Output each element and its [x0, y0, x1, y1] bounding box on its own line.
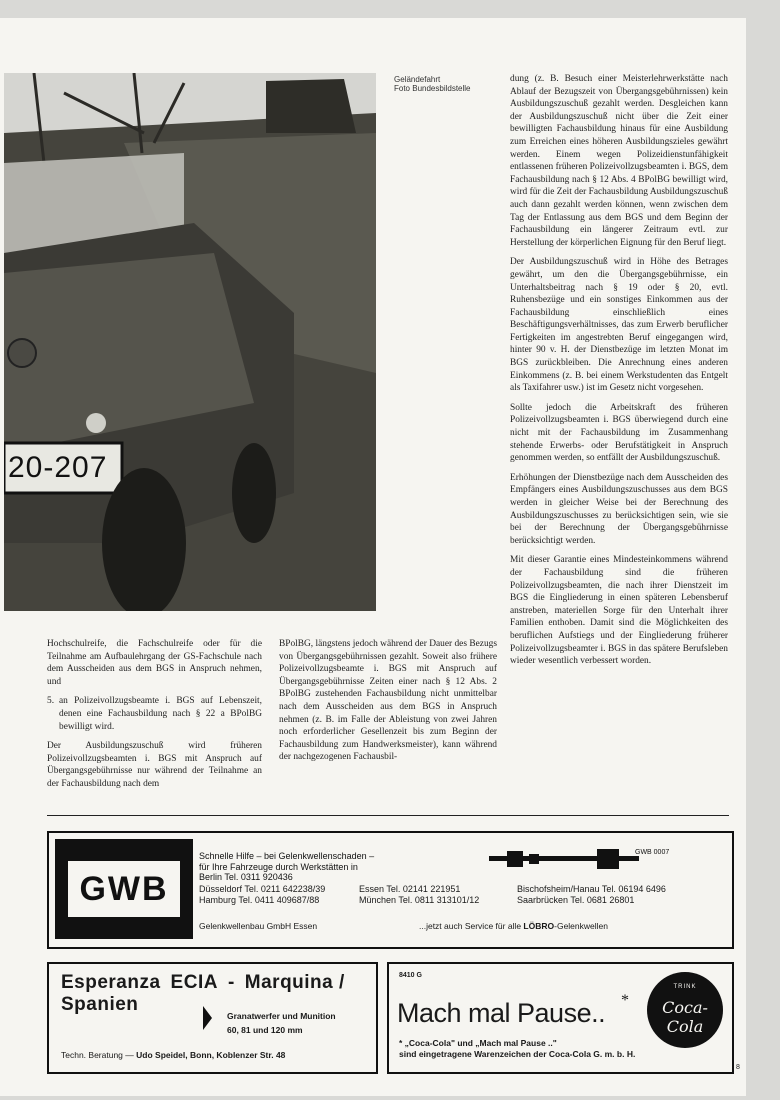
coca-cola-advertisement	[387, 962, 734, 1074]
cc-trademark-note	[399, 1038, 635, 1059]
esperanza-advertisement	[47, 962, 378, 1074]
page-number: 8	[736, 1064, 740, 1071]
gwb-advertisement	[47, 831, 734, 949]
loebro-brand: LÖBRO	[523, 921, 555, 931]
city-phone: Düsseldorf Tel. 0211 642238/39	[199, 884, 326, 894]
note-line: * „Coca-Cola" und „Mach mal Pause .."	[399, 1038, 557, 1048]
gwb-logo-plate	[68, 861, 180, 917]
note-line: sind eingetragene Warenzeichen der Coca-Cola G. m. b. H.	[399, 1048, 636, 1059]
paragraph: Hochschulreife, die Fachschulreife oder für die Teilnahme am Aufbaulehrgang der GS-Fachschule nach dem Ausscheiden aus dem BGS in Anspruch nehmen, und	[47, 639, 262, 687]
license-plate: 20-207	[8, 451, 108, 484]
divider	[47, 815, 729, 816]
caption-title: Geländefahrt	[394, 75, 441, 84]
magazine-page	[0, 18, 746, 1096]
gwb-logo	[55, 839, 193, 939]
title-part: ECIA	[170, 972, 218, 993]
photo-illustration	[4, 73, 376, 611]
paragraph: Der Ausbildungszuschuß wird früheren Polizeivollzugsbeamten i. BGS mit Anspruch auf Übergangsgebührnisse nur während der Teilnahme an der Fachausbildung nach dem	[47, 741, 262, 789]
gwb-company: Gelenkwellenbau GmbH Essen	[199, 921, 318, 931]
gwb-line: Schnelle Hilfe – bei Gelenkwellenschaden –	[199, 851, 375, 861]
contact-text: Techn. Beratung —	[61, 1050, 137, 1060]
gwb-line: für Ihre Fahrzeuge durch Werkstätten in	[199, 861, 358, 872]
title-part: Esperanza	[61, 972, 161, 993]
product-line: Granatwerfer und Munition	[227, 1011, 336, 1021]
service-text: ...jetzt auch Service für alle	[419, 921, 524, 931]
city-phone: Bischofsheim/Hanau Tel. 06194 6496	[517, 884, 666, 894]
logo-brand-text: Coca-Cola	[662, 998, 708, 1036]
title-part: Marquina / Spanien	[61, 972, 345, 1015]
gwb-logo-text: GWB	[79, 869, 169, 908]
city-phone: Hamburg Tel. 0411 409687/88	[199, 895, 320, 905]
cc-ad-code: 8410 G	[399, 972, 422, 979]
service-text: -Gelenkwellen	[554, 921, 608, 931]
contact-name: Udo Speidel	[136, 1050, 186, 1060]
paragraph: dung (z. B. Besuch einer Meisterlehrwerkstätte nach Ablauf der Bezugszeit von Übergangsgebührnissen) kein Ausbildungszuschuß gezahlt werden. Desgleichen kann der Ausbildungszuschuß nicht über die Zeit einer bewilligten Fachausbildung hinaus für eine Ausbildung zum Erreichen eines höheren Ausbildungszieles gewährt werden. Einem wegen Polizeidienstunfähigkeit entlassenen früheren Polizeivollzugsbeamten i. BGS, dem Fachausbildung nach § 12 Abs. 4 BPolBG bewilligt wird, wird für die Zeit der Fachausbildung Ausbildungszuschuß auch dann gezahlt werden können, wenn zwischen dem Tag der Entlassung aus dem BGS und dem Beginn der Fachausbildung ein längerer Zeitraum evtl. zur Herstellung der körperlichen Eignung für den Beruf liegt.	[510, 74, 728, 248]
gwb-headline	[199, 851, 374, 883]
right-text-column	[510, 73, 728, 675]
esperanza-contact	[61, 1050, 285, 1060]
paragraph: BPolBG, längstens jedoch während der Dauer des Bezugs von Übergangsgebührnissen gezahlt. Soweit also frühere Polizeivollzugsbeamte i. BGS mit Anspruch auf Übergangsgebührnisse Zeiten einer nach § 12 Abs. 2 BPolBG zustehenden Fachausbildung nicht unmittelbar nach dem Ausscheiden aus dem BGS in Anspruch nehmen (z. B. im Falle der Ableistung von zwei Jahren noch erforderlicher Gesellenzeit bis zum Beginn der Fachausbildung zum Handwerksmeister), kann während der nachgezogenen Fachausbil-	[279, 639, 497, 763]
product-line: 60, 81 und 120 mm	[227, 1025, 303, 1035]
middle-text-column	[279, 638, 497, 771]
city-phone: Saarbrücken Tel. 0681 26801	[517, 895, 635, 905]
gwb-ad-code: GWB 0007	[635, 849, 670, 856]
city-phone: Essen Tel. 02141 221951	[359, 884, 461, 894]
contact-address: , Bonn, Koblenzer Str. 48	[185, 1050, 286, 1060]
driveshaft-icon	[489, 845, 639, 873]
photo-caption	[394, 75, 486, 93]
asterisk-mark: *	[621, 992, 629, 1009]
jeep-photo	[4, 73, 376, 611]
caption-credit: Foto Bundesbildstelle	[394, 84, 471, 93]
paragraph: Erhöhungen der Dienstbezüge nach dem Ausscheiden des Empfängers eines Ausbildungszuschusses aus dem BGS werden in gleicher Weise bei der Berechnung des Ausbildungszuschusses zu berücksichtigen sein, wie sie bei der Berechnung der Übergangsgebührnisse berücksichtigt werden.	[510, 472, 728, 546]
gwb-service-note	[419, 921, 608, 931]
logo-top-text: TRINK	[673, 984, 697, 990]
paragraph: Sollte jedoch die Arbeitskraft des früheren Polizeivollzugsbeamten i. BGS überwiegend durch eine nicht mit der Fachausbildung im Zusammenhang stehende Erwerbs- oder Berufstätigkeit in Anspruch genommen werden, so entfällt der Ausbildungszuschuß.	[510, 402, 728, 464]
gwb-line: Berlin Tel. 0311 920436	[199, 872, 293, 883]
list-item-5	[47, 695, 262, 733]
paragraph: Mit dieser Garantie eines Mindesteinkommens während der Fachausbildung sind die früheren Polizeivollzugsbeamten, die nach ihrer Dienstzeit im BGS die Eingliederung in einen späteren Lebensberuf anstreben, materiellen Sorge für den Unterhalt ihrer Familien enthoben. Damit sind die Möglichkeiten des beruflichen Aufstiegs und der Eingliederung früherer Polizeivollzugsbeamter i. BGS in das spätere Berufsleben wieder wesentlich verbessert worden.	[510, 555, 728, 667]
list-text: an Polizeivollzugsbeamte i. BGS auf Lebenszeit, denen eine Fachausbildung nach § 22 a BPolBG bewilligt wird.	[59, 696, 262, 732]
esperanza-products	[227, 1009, 336, 1037]
paragraph: Der Ausbildungszuschuß wird in Höhe des Betrages gewährt, um den die Übergangsgebührnisse, ein Unterhaltsbeitrag nach § 19 oder § 20, evtl. Ruhensbezüge und ein sonstiges Einkommen aus der Fachausbildung einschließlich eines Beschäftigungsverhältnisses, das zum Erwerb beruflicher Fertigkeiten im angestrebten Beruf eingegangen wird, hinter 90 v. H. der Dienstbezüge im letzten Monat im BGS zurückbleiben. Die Anrechnung eines anderen Einkommens (z. B. bei einem Werkstudenten das Entgelt als Taxifahrer usw.) ist im Gesetz nicht vorgesehen.	[510, 257, 728, 394]
arrow-right-icon	[203, 1006, 212, 1030]
cc-slogan: Mach mal Pause..	[397, 998, 606, 1028]
city-phone: München Tel. 0811 313101/12	[359, 895, 480, 905]
list-number: 5.	[47, 696, 55, 707]
coca-cola-logo	[647, 972, 723, 1048]
title-part: -	[227, 972, 235, 993]
left-text-column	[47, 638, 262, 798]
